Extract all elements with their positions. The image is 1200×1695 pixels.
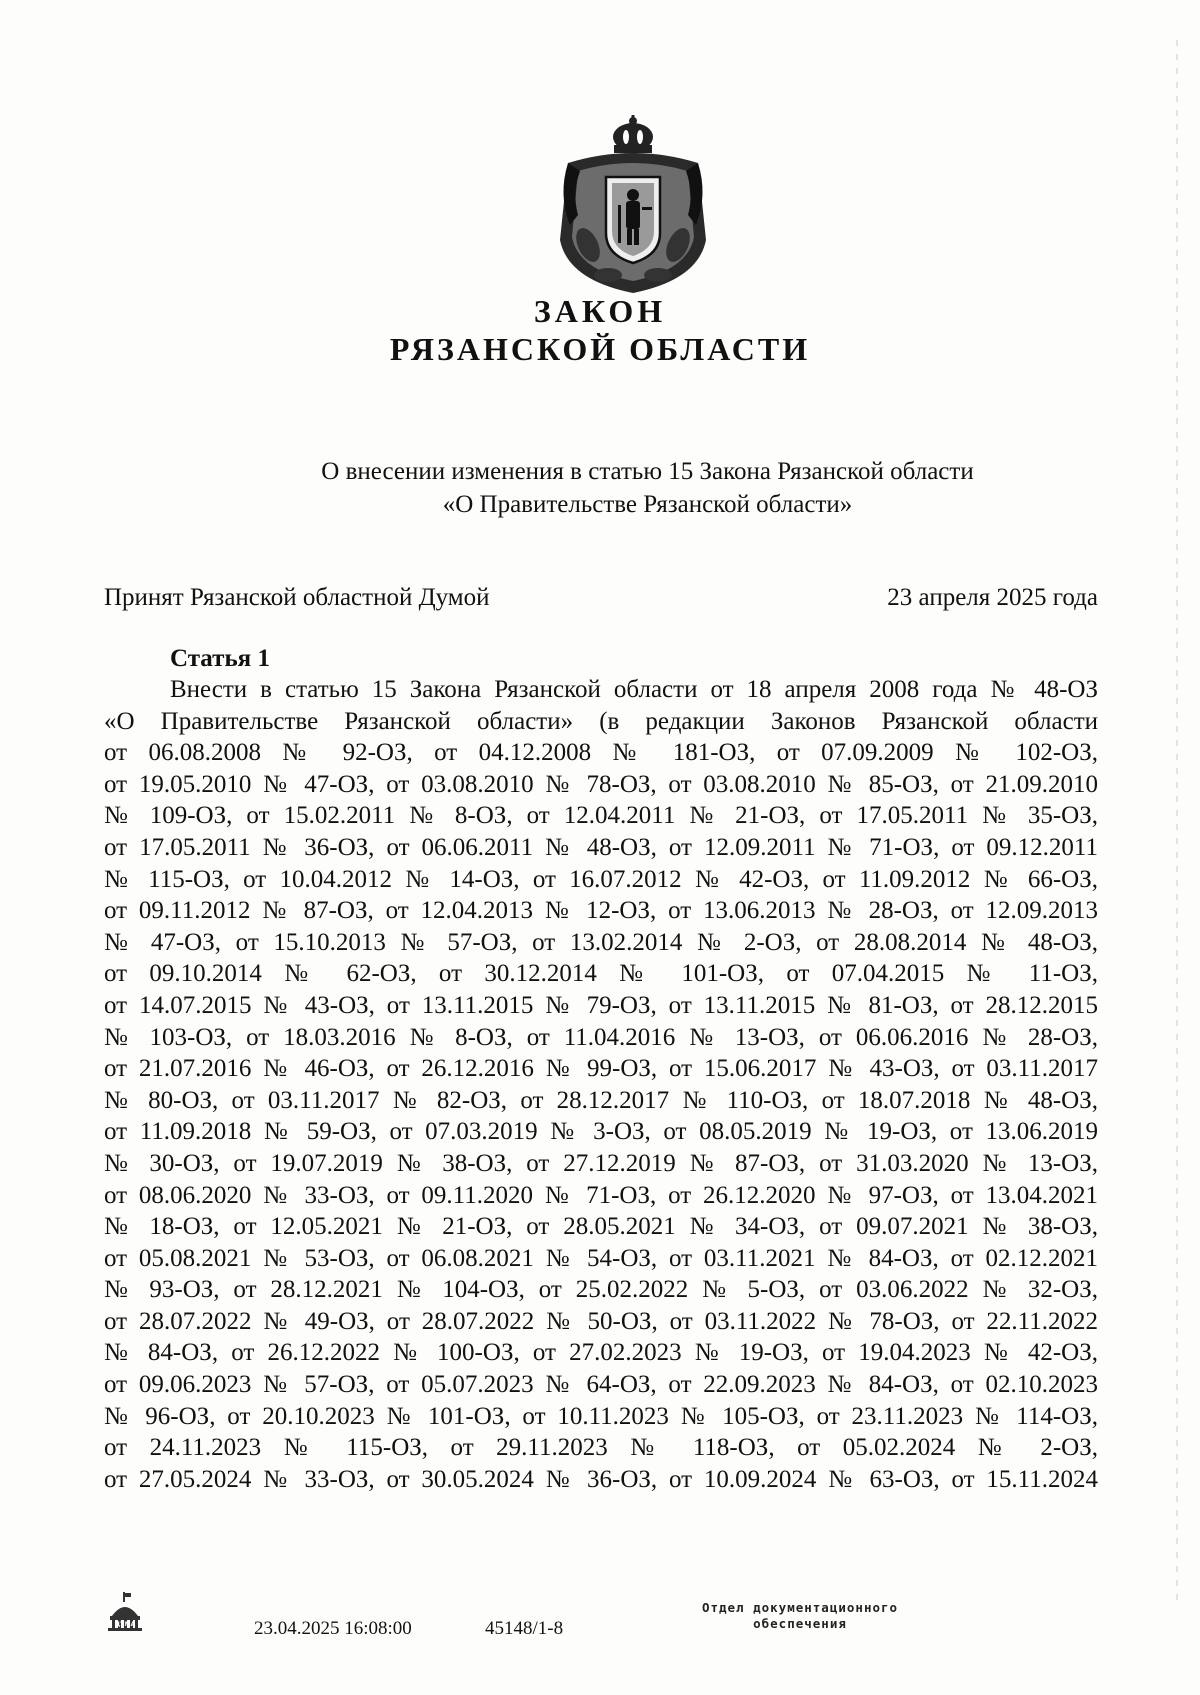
coat-of-arms-icon [548, 115, 718, 295]
law-title: ЗАКОН [533, 293, 667, 329]
article-line: от 21.07.2016 № 46-ОЗ, от 26.12.2016 № 99-ОЗ, от 15.06.2017 № 43-ОЗ, от 03.11.2017 [104, 1055, 1098, 1083]
article-line: от 05.08.2021 № 53-ОЗ, от 06.08.2021 № 54-ОЗ, от 03.11.2021 № 84-ОЗ, от 02.12.2021 [104, 1244, 1098, 1272]
article-line: от 27.05.2024 № 33-ОЗ, от 30.05.2024 № 36-ОЗ, от 10.09.2024 № 63-ОЗ, от 15.11.2024 [104, 1465, 1098, 1493]
duma-logo-icon [106, 1592, 144, 1636]
article-line: от 19.05.2010 № 47-ОЗ, от 03.08.2010 № 78-ОЗ, от 03.08.2010 № 85-ОЗ, от 21.09.2010 [104, 770, 1098, 798]
footer-datetime: 23.04.2025 16:08:00 [254, 1618, 412, 1639]
article-line: от 09.06.2023 № 57-ОЗ, от 05.07.2023 № 64-ОЗ, от 22.09.2023 № 84-ОЗ, от 02.10.2023 [104, 1371, 1098, 1399]
article-line: от 28.07.2022 № 49-ОЗ, от 28.07.2022 № 50-ОЗ, от 03.11.2022 № 78-ОЗ, от 22.11.2022 [104, 1307, 1098, 1335]
article-line: № 103-ОЗ, от 18.03.2016 № 8-ОЗ, от 11.04.2016 № 13-ОЗ, от 06.06.2016 № 28-ОЗ, [104, 1023, 1098, 1051]
article-line: № 109-ОЗ, от 15.02.2011 № 8-ОЗ, от 12.04.2011 № 21-ОЗ, от 17.05.2011 № 35-ОЗ, [104, 802, 1098, 830]
scan-edge-artifact [1176, 40, 1178, 1600]
article-line: от 06.08.2008 № 92-ОЗ, от 04.12.2008 № 181-ОЗ, от 07.09.2009 № 102-ОЗ, [104, 739, 1098, 767]
article-line: № 47-ОЗ, от 15.10.2013 № 57-ОЗ, от 13.02.2014 № 2-ОЗ, от 28.08.2014 № 48-ОЗ, [104, 928, 1098, 956]
article-line: от 09.10.2014 № 62-ОЗ, от 30.12.2014 № 101-ОЗ, от 07.04.2015 № 11-ОЗ, [104, 960, 1098, 988]
article-line: от 09.11.2012 № 87-ОЗ, от 12.04.2013 № 12-ОЗ, от 13.06.2013 № 28-ОЗ, от 12.09.2013 [104, 897, 1098, 925]
stamp-line-2: обеспечения [753, 1616, 847, 1631]
article-line: № 80-ОЗ, от 03.11.2017 № 82-ОЗ, от 28.12.2017 № 110-ОЗ, от 18.07.2018 № 48-ОЗ, [104, 1086, 1098, 1114]
article-line: от 14.07.2015 № 43-ОЗ, от 13.11.2015 № 79-ОЗ, от 13.11.2015 № 81-ОЗ, от 28.12.2015 [104, 991, 1098, 1019]
department-stamp [650, 1600, 950, 1632]
article-body [104, 674, 1098, 1495]
article-line: № 115-ОЗ, от 10.04.2012 № 14-ОЗ, от 16.07.2012 № 42-ОЗ, от 11.09.2012 № 66-ОЗ, [104, 865, 1098, 893]
article-line: от 11.09.2018 № 59-ОЗ, от 07.03.2019 № 3-ОЗ, от 08.05.2019 № 19-ОЗ, от 13.06.2019 [104, 1118, 1098, 1146]
article-heading: Статья 1 [170, 645, 270, 672]
law-region: РЯЗАНСКОЙ ОБЛАСТИ [389, 331, 811, 367]
article-line: № 30-ОЗ, от 19.07.2019 № 38-ОЗ, от 27.12.2019 № 87-ОЗ, от 31.03.2020 № 13-ОЗ, [104, 1149, 1098, 1177]
article-line: от 17.05.2011 № 36-ОЗ, от 06.06.2011 № 48-ОЗ, от 12.09.2011 № 71-ОЗ, от 09.12.2011 [104, 833, 1098, 861]
article-line: № 93-ОЗ, от 28.12.2021 № 104-ОЗ, от 25.02.2022 № 5-ОЗ, от 03.06.2022 № 32-ОЗ, [104, 1276, 1098, 1304]
subject-line-1: О внесении изменения в статью 15 Закона Рязанской области [321, 458, 974, 485]
article-line: № 18-ОЗ, от 12.05.2021 № 21-ОЗ, от 28.05.2021 № 34-ОЗ, от 09.07.2021 № 38-ОЗ, [104, 1213, 1098, 1241]
adopted-by: Принят Рязанской областной Думой [104, 584, 490, 611]
footer-doc-number: 45148/1-8 [485, 1618, 564, 1639]
article-line: Внести в статью 15 Закона Рязанской области от 18 апреля 2008 года № 48-ОЗ [170, 676, 1098, 703]
article-line: «О Правительстве Рязанской области» (в редакции Законов Рязанской области [104, 707, 1098, 735]
duma-logo-text: ДУМА [114, 1621, 136, 1628]
adoption-date: 23 апреля 2025 года [887, 584, 1098, 611]
article-line: № 84-ОЗ, от 26.12.2022 № 100-ОЗ, от 27.02.2023 № 19-ОЗ, от 19.04.2023 № 42-ОЗ, [104, 1339, 1098, 1367]
article-line: от 24.11.2023 № 115-ОЗ, от 29.11.2023 № 118-ОЗ, от 05.02.2024 № 2-ОЗ, [104, 1434, 1098, 1462]
article-line: № 96-ОЗ, от 20.10.2023 № 101-ОЗ, от 10.11.2023 № 105-ОЗ, от 23.11.2023 № 114-ОЗ, [104, 1402, 1098, 1430]
article-line: от 08.06.2020 № 33-ОЗ, от 09.11.2020 № 71-ОЗ, от 26.12.2020 № 97-ОЗ, от 13.04.2021 [104, 1181, 1098, 1209]
law-subject [0, 455, 1200, 521]
stamp-line-1: Отдел документационного [701, 1600, 899, 1615]
subject-line-2: «О Правительстве Рязанской области» [442, 491, 853, 518]
